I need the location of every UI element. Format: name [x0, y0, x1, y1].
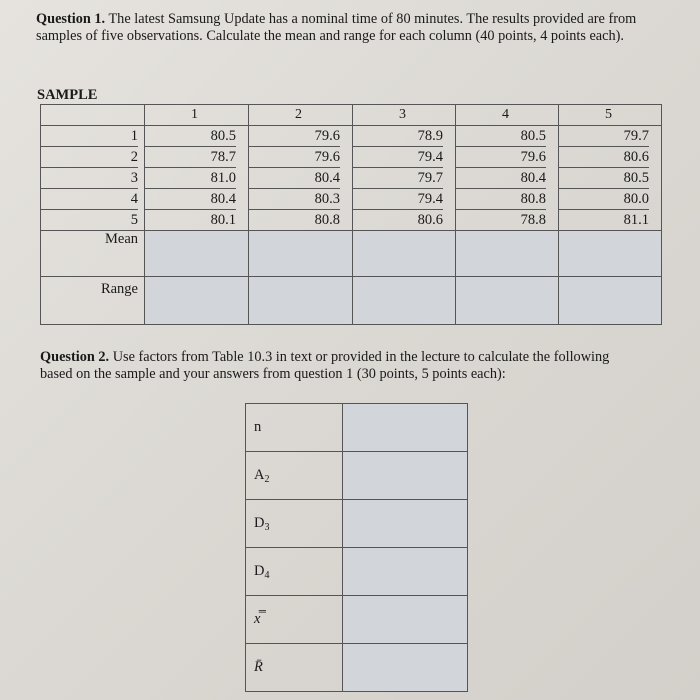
factor-label-d3: $D_3$ [246, 500, 343, 548]
value-cell: 80.8 [314, 212, 340, 228]
observations-row [41, 126, 662, 231]
question-2-text: Use factors from Table 10.3 in text or provided in the lecture to calculate the following based on the sample and your answers from question 1 (30 points, 5 points each): [40, 349, 610, 382]
value-cell: 78.9 [353, 126, 443, 147]
range-label: Range [41, 277, 145, 325]
mean-answer-5[interactable] [559, 231, 662, 277]
factor-label-xbarbar: x̿ [246, 596, 343, 644]
value-cell: 80.5 [559, 168, 649, 189]
row-number-3: 3 [41, 168, 138, 189]
mean-answer-4[interactable] [456, 231, 559, 277]
question-2-heading: Question 2. [40, 349, 110, 365]
value-cell: 80.4 [456, 168, 546, 189]
value-cell: 80.6 [559, 147, 649, 168]
column-header-1: 1 [145, 105, 249, 126]
sample-table [40, 104, 662, 325]
header-blank-cell [41, 105, 145, 126]
value-cell: 80.0 [559, 189, 649, 210]
sample-header-row [41, 105, 662, 126]
factor-label-a2: $A_2$ [246, 452, 343, 500]
factor-row-xbarbar [246, 596, 468, 644]
range-answer-1[interactable] [145, 277, 249, 325]
value-cell: 79.6 [456, 147, 546, 168]
factor-answer-n[interactable] [343, 404, 468, 452]
value-cell: 80.3 [249, 189, 340, 210]
value-cell: 80.4 [249, 168, 340, 189]
value-cell: 80.8 [456, 189, 546, 210]
value-cell: 81.0 [145, 168, 236, 189]
factor-label-rbar: R̄ [246, 644, 343, 692]
row-number-4: 4 [41, 189, 138, 210]
mean-answer-2[interactable] [249, 231, 353, 277]
mean-label: Mean [41, 231, 145, 277]
value-cell: 80.4 [145, 189, 236, 210]
range-row [41, 277, 662, 325]
factor-answer-d3[interactable] [343, 500, 468, 548]
value-cell: 79.7 [353, 168, 443, 189]
value-cell: 79.4 [353, 189, 443, 210]
value-cell: 78.8 [520, 212, 546, 228]
factor-row-rbar [246, 644, 468, 692]
range-answer-4[interactable] [456, 277, 559, 325]
mean-row [41, 231, 662, 277]
question-1-text: The latest Samsung Update has a nominal time of 80 minutes. The results provided are from samples of five observations. Calculate the mean and range for each column (40 points, 4 points each). [36, 11, 637, 44]
factor-label-d4: $D_4$ [246, 548, 343, 596]
sample-2-values [249, 126, 353, 231]
factor-answer-a2[interactable] [343, 452, 468, 500]
range-answer-2[interactable] [249, 277, 353, 325]
row-number-cell [41, 126, 145, 231]
question-1 [36, 11, 668, 44]
factor-answer-d4[interactable] [343, 548, 468, 596]
row-number-5: 5 [130, 212, 138, 228]
factor-row-d4 [246, 548, 468, 596]
factor-answer-xbarbar[interactable] [343, 596, 468, 644]
factors-table [245, 403, 468, 692]
factor-label-n: n [246, 404, 343, 452]
factor-answer-rbar[interactable] [343, 644, 468, 692]
factor-row-a2 [246, 452, 468, 500]
mean-answer-1[interactable] [145, 231, 249, 277]
column-header-4: 4 [456, 105, 559, 126]
column-header-3: 3 [353, 105, 456, 126]
value-cell: 79.4 [353, 147, 443, 168]
value-cell: 79.6 [249, 126, 340, 147]
sample-3-values [353, 126, 456, 231]
question-2 [40, 349, 640, 382]
factor-row-n [246, 404, 468, 452]
mean-answer-3[interactable] [353, 231, 456, 277]
value-cell: 80.6 [417, 212, 443, 228]
row-number-1: 1 [41, 126, 138, 147]
column-header-5: 5 [559, 105, 662, 126]
range-answer-3[interactable] [353, 277, 456, 325]
sample-4-values [456, 126, 559, 231]
value-cell: 78.7 [145, 147, 236, 168]
sample-label: SAMPLE [37, 87, 98, 103]
factor-row-d3 [246, 500, 468, 548]
value-cell: 80.5 [456, 126, 546, 147]
row-number-2: 2 [41, 147, 138, 168]
sample-5-values [559, 126, 662, 231]
value-cell: 80.1 [210, 212, 236, 228]
column-header-2: 2 [249, 105, 353, 126]
value-cell: 79.7 [559, 126, 649, 147]
value-cell: 80.5 [145, 126, 236, 147]
question-1-heading: Question 1. [36, 11, 106, 27]
sample-1-values [145, 126, 249, 231]
range-answer-5[interactable] [559, 277, 662, 325]
value-cell: 79.6 [249, 147, 340, 168]
value-cell: 81.1 [623, 212, 649, 228]
